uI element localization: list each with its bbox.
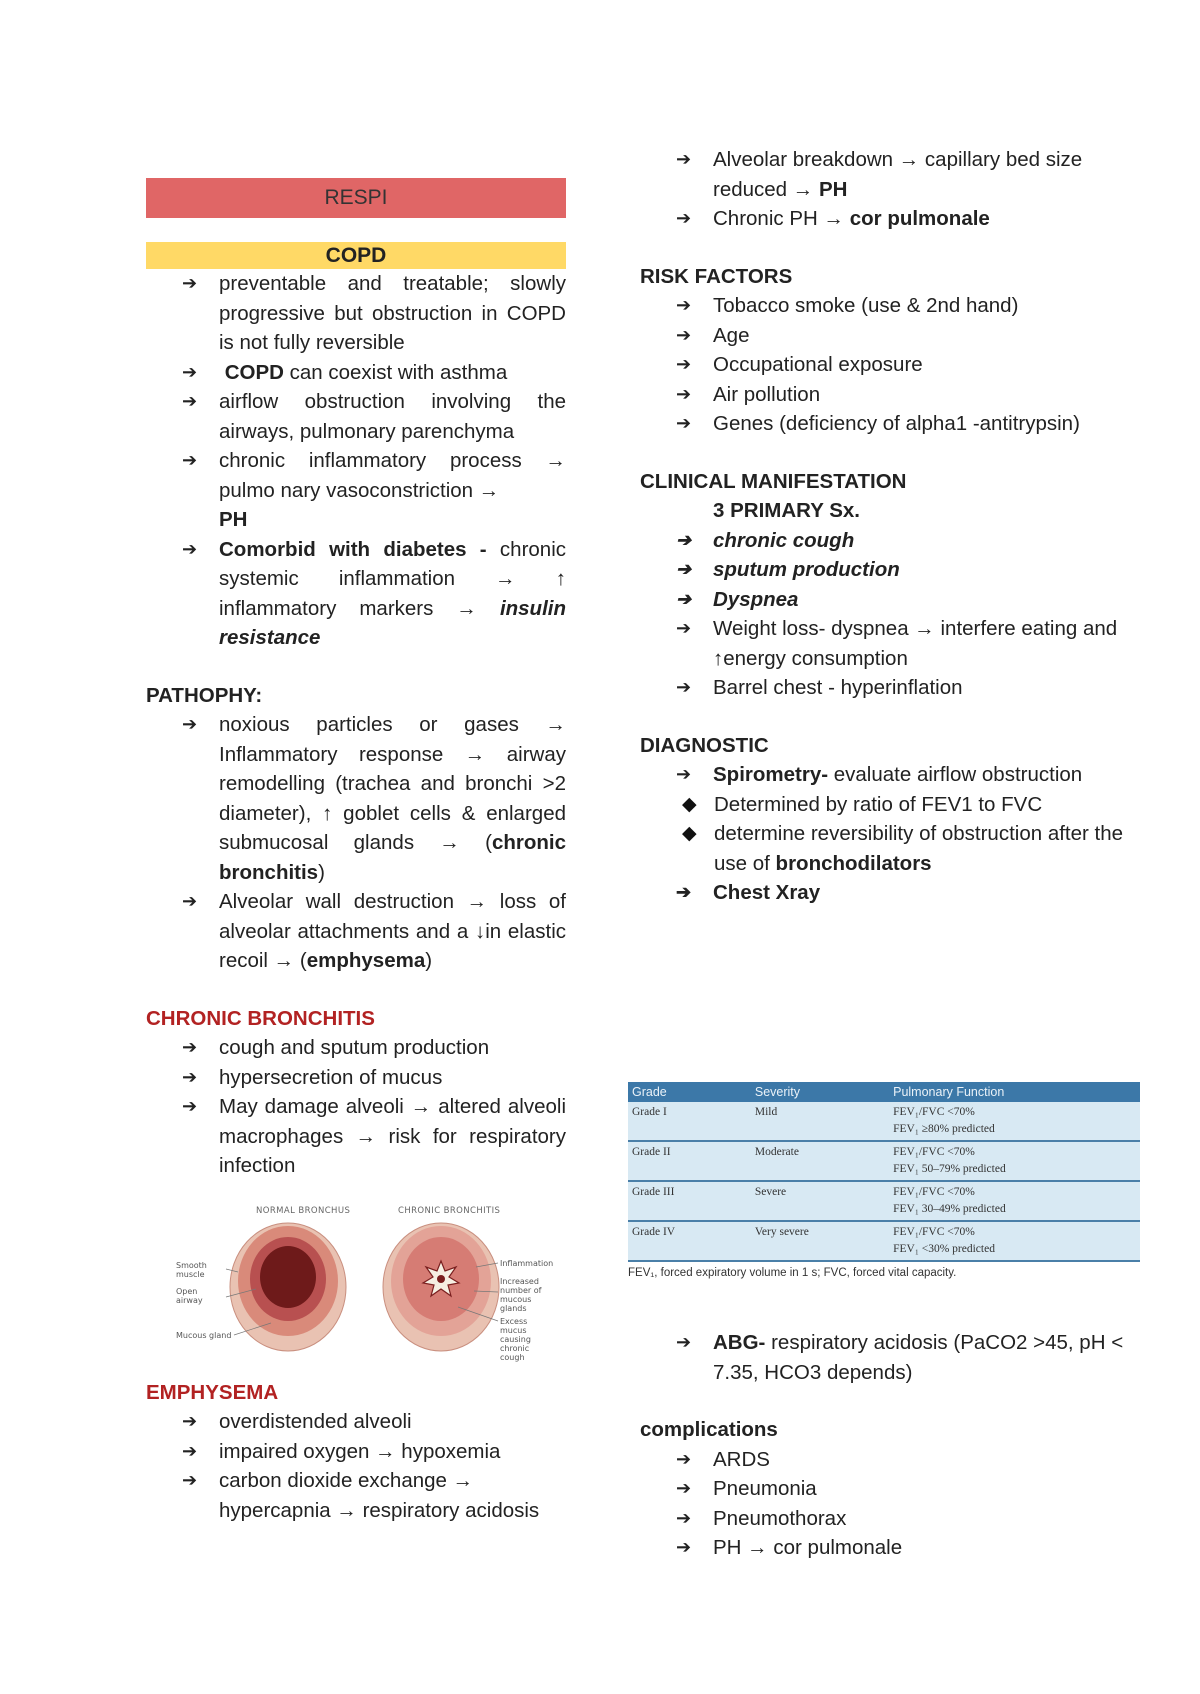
spirometry-sub-1: ◆ Determined by ratio of FEV1 to FVC: [640, 790, 1130, 820]
table-cell: Mild: [751, 1102, 889, 1141]
table-cell: Moderate: [751, 1141, 889, 1181]
pathophy-heading: PATHOPHY:: [146, 683, 263, 707]
emphysema-list: [146, 1407, 566, 1525]
header-grade: Grade: [628, 1082, 751, 1102]
clinical-item-dyspnea: ➔ Dyspnea: [640, 585, 1130, 615]
clinical-heading: CLINICAL MANIFESTATION: [640, 469, 907, 493]
increased-glands-label: Increased number of mucous glands: [500, 1276, 542, 1313]
abg-list: [640, 1328, 1130, 1387]
risk-item-1: ➔ Tobacco smoke (use & 2nd hand): [640, 291, 1130, 321]
table-row: [628, 1221, 1140, 1261]
chronic-bronchitis-heading: CHRONIC BRONCHITIS: [146, 1006, 375, 1030]
right-column: [640, 145, 1130, 908]
complications-heading: complications: [640, 1418, 778, 1441]
cb-item-1: ➔ cough and sputum production: [146, 1033, 566, 1063]
alveolar-breakdown-item: ➔ Alveolar breakdown → capillary bed size reduced → PH: [640, 145, 1130, 204]
inflammation-label: Inflammation: [500, 1258, 554, 1268]
clinical-item-weight-loss: ➔ Weight loss- dyspnea → interfere eating and ↑energy consumption: [640, 614, 1130, 673]
header-pulmonary-function: Pulmonary Function: [889, 1082, 1140, 1102]
risk-item-2: ➔ Age: [640, 321, 1130, 351]
chronic-bronchitis-caption: CHRONIC BRONCHITIS: [398, 1205, 501, 1216]
table-cell: FEV₁/FVC <70% FEV₁ <30% predicted: [889, 1221, 1140, 1261]
complication-item-3: ➔ Pneumothorax: [640, 1504, 1130, 1534]
abg-item: ➔ ABG- respiratory acidosis (PaCO2 >45, pH < 7.35, HCO3 depends): [640, 1328, 1130, 1387]
table-cell: Severe: [751, 1181, 889, 1221]
cb-item-3: ➔ May damage alveoli → altered alveoli macrophages → risk for respiratory infection: [146, 1092, 566, 1181]
table-cell: Grade IV: [628, 1221, 751, 1261]
clinical-item-barrel-chest: ➔ Barrel chest - hyperinflation: [640, 673, 1130, 703]
pathophy-item-2: ➔ Alveolar wall destruction → loss of alveolar attachments and a ↓in elastic recoil → (emphysema): [146, 887, 566, 976]
emphysema-item-3: ➔ carbon dioxide exchange → hypercapnia → respiratory acidosis: [146, 1466, 566, 1525]
chest-xray-item: ➔ Chest Xray: [640, 878, 1130, 908]
copd-banner: COPD: [146, 242, 566, 269]
pathophy-item-1: ➔ noxious particles or gases → Inflammatory response → airway remodelling (trachea and bronchi >2 diameter), ↑ goblet cells & enlarged submucosal glands → (chronic bronchitis): [146, 710, 566, 887]
respi-banner: RESPI: [146, 178, 566, 218]
copd-item-3: ➔ airflow obstruction involving the airways, pulmonary parenchyma: [146, 387, 566, 446]
cb-item-2: ➔ hypersecretion of mucus: [146, 1063, 566, 1093]
pathophy-list: [146, 710, 566, 976]
risk-factors-heading: RISK FACTORS: [640, 264, 793, 288]
spirometry-sub-2: ◆ determine reversibility of obstruction after the use of bronchodilators: [640, 819, 1130, 878]
normal-bronchus-caption: NORMAL BRONCHUS: [256, 1205, 351, 1216]
mucous-gland-label: Mucous gland: [176, 1330, 232, 1340]
table-cell: FEV₁/FVC <70% FEV₁ 50–79% predicted: [889, 1141, 1140, 1181]
copd-list: [146, 269, 566, 653]
clinical-item-cough: ➔ chronic cough: [640, 526, 1130, 556]
complications-list: [640, 1445, 1130, 1563]
emphysema-heading: EMPHYSEMA: [146, 1380, 279, 1404]
table-row: [628, 1141, 1140, 1181]
risk-factors-list: [640, 291, 1130, 439]
risk-item-5: ➔ Genes (deficiency of alpha1 -antitrypsin): [640, 409, 1130, 439]
table-cell: Grade II: [628, 1141, 751, 1181]
table-cell: Grade I: [628, 1102, 751, 1141]
left-column: [146, 178, 566, 1525]
complication-item-1: ➔ ARDS: [640, 1445, 1130, 1475]
emphysema-item-1: ➔ overdistended alveoli: [146, 1407, 566, 1437]
table-cell: Very severe: [751, 1221, 889, 1261]
header-severity: Severity: [751, 1082, 889, 1102]
risk-item-3: ➔ Occupational exposure: [640, 350, 1130, 380]
copd-item-4: ➔ chronic inflammatory process → pulmo nary vasoconstriction → PH: [146, 446, 566, 535]
excess-mucus-label: Excess mucus causing chronic cough: [500, 1316, 531, 1362]
diagnostic-heading: DIAGNOSTIC: [640, 733, 769, 757]
copd-item-5: ➔ Comorbid with diabetes - chronic systemic inflammation → ↑ inflammatory markers → insulin resistance: [146, 535, 566, 653]
spirometry-sublist: [640, 790, 1130, 879]
table-cell: FEV₁/FVC <70% FEV₁ ≥80% predicted: [889, 1102, 1140, 1141]
table-footnote: FEV₁, forced expiratory volume in 1 s; FVC, forced vital capacity.: [628, 1267, 957, 1279]
diagnostic-list: [640, 760, 1130, 908]
table-row: [628, 1181, 1140, 1221]
primary-symptoms-subheading: 3 PRIMARY Sx.: [713, 499, 860, 522]
table-row: [628, 1102, 1140, 1141]
spirometry-item: ➔ Spirometry- evaluate airflow obstruction ◆ Determined by ratio of FEV1 to FVC ◆ determine reversibility of obstruction after the use of bronchodilators: [640, 760, 1130, 878]
clinical-list: [640, 526, 1130, 703]
open-airway-label: Open airway: [176, 1286, 203, 1305]
table-cell: FEV₁/FVC <70% FEV₁ 30–49% predicted: [889, 1181, 1140, 1221]
bronchi-illustration: [176, 1197, 556, 1362]
right-lower-column: [640, 1328, 1130, 1563]
chronic-bronchitis-list: [146, 1033, 566, 1181]
clinical-item-sputum: ➔ sputum production: [640, 555, 1130, 585]
risk-item-4: ➔ Air pollution: [640, 380, 1130, 410]
table-cell: Grade III: [628, 1181, 751, 1221]
emphysema-item-2: ➔ impaired oxygen → hypoxemia: [146, 1437, 566, 1467]
complication-item-2: ➔ Pneumonia: [640, 1474, 1130, 1504]
smooth-muscle-label: Smooth muscle: [176, 1260, 207, 1279]
copd-grade-table: [628, 1082, 1140, 1279]
copd-item-1: ➔ preventable and treatable; slowly progressive but obstruction in COPD is not fully reversible: [146, 269, 566, 358]
chronic-ph-item: ➔ Chronic PH → cor pulmonale: [640, 204, 1130, 234]
right-top-list: [640, 145, 1130, 234]
complication-item-4: ➔ PH → cor pulmonale: [640, 1533, 1130, 1563]
copd-item-2: ➔ COPD can coexist with asthma: [146, 358, 566, 388]
